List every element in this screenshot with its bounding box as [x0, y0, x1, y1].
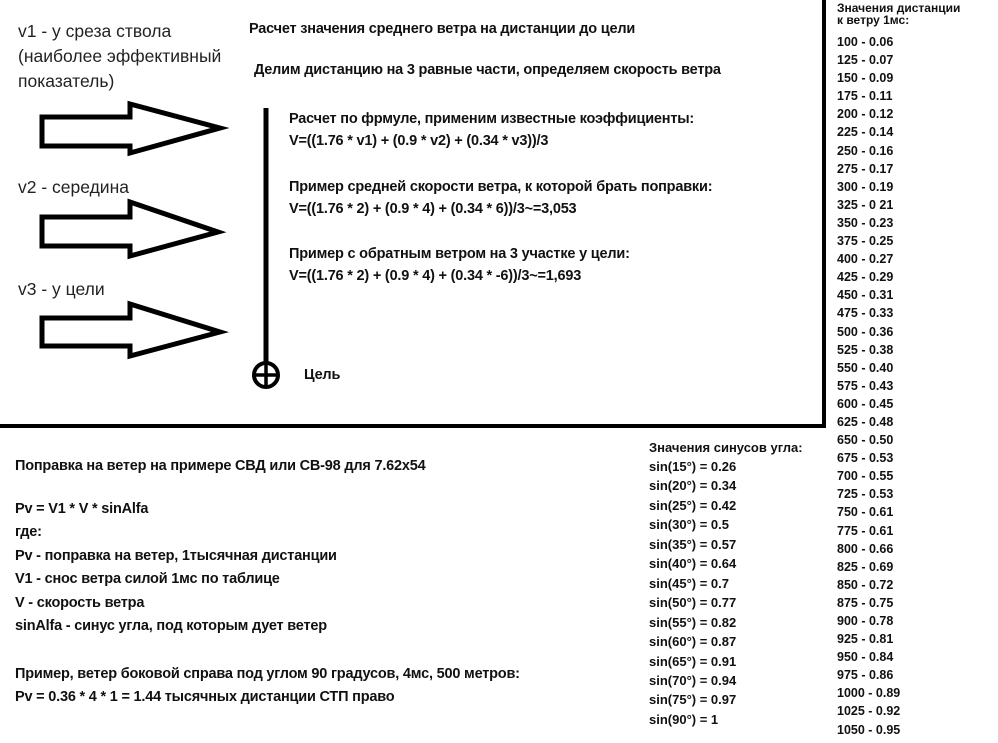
distance-table-row: 425 - 0.29	[837, 270, 894, 285]
distance-table-row: 875 - 0.75	[837, 595, 894, 610]
distance-table-row: 975 - 0.86	[837, 668, 894, 683]
distance-table-row: 950 - 0.84	[837, 650, 894, 665]
distance-table-row: 575 - 0.43	[837, 378, 894, 393]
distance-table	[837, 2, 960, 739]
distance-table-row: 850 - 0.72	[837, 577, 894, 592]
distance-table-row: 250 - 0.16	[837, 143, 894, 158]
distance-table-row: 650 - 0.50	[837, 433, 894, 448]
sine-table-row: sin(90°) = 1	[649, 711, 719, 727]
distance-table-row: 750 - 0.61	[837, 505, 894, 520]
distance-table-row: 800 - 0.66	[837, 541, 894, 556]
formula: V=((1.76 * v1) + (0.9 * v2) + (0.34 * v3))/3	[289, 133, 549, 149]
distance-table-row: 400 - 0.27	[837, 252, 894, 267]
correction-title: Поправка на ветер на примере СВД или СВ-98 для 7.62x54	[15, 458, 426, 474]
distance-table-row: 825 - 0.69	[837, 559, 894, 574]
distance-table-row: 550 - 0.40	[837, 360, 894, 375]
sine-table-row: sin(25°) = 0.42	[649, 497, 737, 513]
distance-table-row: 725 - 0.53	[837, 487, 894, 502]
distance-table-row: 1000 - 0.89	[837, 686, 901, 701]
distance-table-row: 125 - 0.07	[837, 53, 894, 68]
label-v1: v1 - у среза ствола	[18, 21, 172, 41]
definition-sinalfa: sinAlfa - синус угла, под которым дует ветер	[15, 618, 327, 634]
sine-table-row: sin(65°) = 0.91	[649, 653, 737, 669]
correction-where: где:	[15, 524, 42, 540]
sine-table-row: sin(35°) = 0.57	[649, 536, 737, 552]
correction-example-heading: Пример, ветер боковой справа под углом 90 градусов, 4мс, 500 метров:	[15, 666, 520, 682]
distance-table-title-line2: к ветру 1мс:	[837, 13, 910, 27]
sine-table-row: sin(75°) = 0.97	[649, 692, 737, 708]
sine-table-row: sin(40°) = 0.64	[649, 556, 737, 572]
distance-table-title-line1: Значения дистанции	[837, 1, 961, 15]
correction-example: Pv = 0.36 * 4 * 1 = 1.44 тысячных дистанции СТП право	[15, 689, 395, 705]
example1-formula: V=((1.76 * 2) + (0.9 * 4) + (0.34 * 6))/3~=3,053	[289, 201, 577, 217]
sine-table-row: sin(30°) = 0.5	[649, 517, 729, 533]
correction-formula: Pv = V1 * V * sinAlfa	[15, 501, 149, 517]
distance-table-row: 350 - 0.23	[837, 215, 894, 230]
wind-arrow-v1-icon	[42, 104, 220, 153]
sine-table-row: sin(15°) = 0.26	[649, 459, 737, 474]
distance-table-row: 600 - 0.45	[837, 396, 894, 411]
sine-table-row: sin(20°) = 0.34	[649, 478, 737, 494]
definition-pv: Pv - поправка на ветер, 1тысячная дистанции	[15, 548, 337, 564]
example1-heading: Пример средней скорости ветра, к которой брать поправки:	[289, 179, 713, 195]
diagram-subtitle: Делим дистанцию на 3 равные части, определяем скорость ветра	[254, 62, 721, 78]
distance-table-row: 675 - 0.53	[837, 451, 894, 466]
distance-table-row: 525 - 0.38	[837, 342, 894, 357]
target-label: Цель	[304, 367, 341, 383]
distance-table-row: 200 - 0.12	[837, 107, 894, 122]
formula-heading: Расчет по фрмуле, применим известные коэффициенты:	[289, 111, 695, 127]
sine-table-title: Значения синусов угла:	[649, 440, 803, 455]
label-v2: v2 - середина	[18, 177, 129, 197]
distance-table-row: 700 - 0.55	[837, 469, 894, 484]
label-v1-note: (наиболее эффективный	[18, 46, 222, 66]
distance-table-row: 225 - 0.14	[837, 125, 894, 140]
definition-v1: V1 - снос ветра силой 1мс по таблице	[15, 571, 280, 587]
distance-table-row: 300 - 0.19	[837, 179, 894, 194]
sine-table-row: sin(60°) = 0.87	[649, 634, 737, 650]
distance-table-row: 1025 - 0.92	[837, 704, 901, 719]
wind-arrow-v2-icon	[42, 202, 218, 256]
sine-table	[649, 439, 803, 729]
distance-table-row: 900 - 0.78	[837, 614, 894, 628]
distance-table-row: 325 - 0 21	[837, 197, 894, 212]
distance-table-row: 925 - 0.81	[837, 632, 894, 647]
distance-table-row: 450 - 0.31	[837, 288, 894, 303]
distance-table-row: 500 - 0.36	[837, 324, 894, 339]
example2-heading: Пример с обратным ветром на 3 участке у цели:	[289, 246, 630, 262]
sine-table-row: sin(45°) = 0.7	[649, 575, 729, 591]
distance-table-row: 150 - 0.09	[837, 71, 894, 86]
sine-table-row: sin(55°) = 0.82	[649, 614, 737, 630]
sine-table-row: sin(50°) = 0.77	[649, 595, 737, 611]
distance-table-row: 275 - 0.17	[837, 161, 894, 176]
distance-table-row: 475 - 0.33	[837, 306, 894, 321]
wind-arrow-v3-icon	[42, 304, 220, 356]
example2-formula: V=((1.76 * 2) + (0.9 * 4) + (0.34 * -6))/3~=1,693	[289, 268, 582, 284]
definition-v: V - скорость ветра	[15, 595, 145, 611]
distance-table-row: 775 - 0.61	[837, 523, 894, 538]
diagram-title: Расчет значения среднего ветра на дистанции до цели	[249, 21, 636, 37]
distance-table-row: 625 - 0.48	[837, 414, 894, 429]
sine-table-row: sin(70°) = 0.94	[649, 672, 737, 688]
distance-table-row: 100 - 0.06	[837, 35, 894, 49]
target-crosshair-icon	[254, 363, 278, 387]
distance-table-row: 175 - 0.11	[837, 89, 893, 104]
distance-table-row: 1050 - 0.95	[837, 722, 901, 737]
label-v1-note-2: показатель)	[18, 71, 115, 91]
distance-table-title	[837, 2, 960, 26]
label-v3: v3 - у цели	[18, 279, 105, 299]
distance-table-row: 375 - 0.25	[837, 234, 894, 249]
